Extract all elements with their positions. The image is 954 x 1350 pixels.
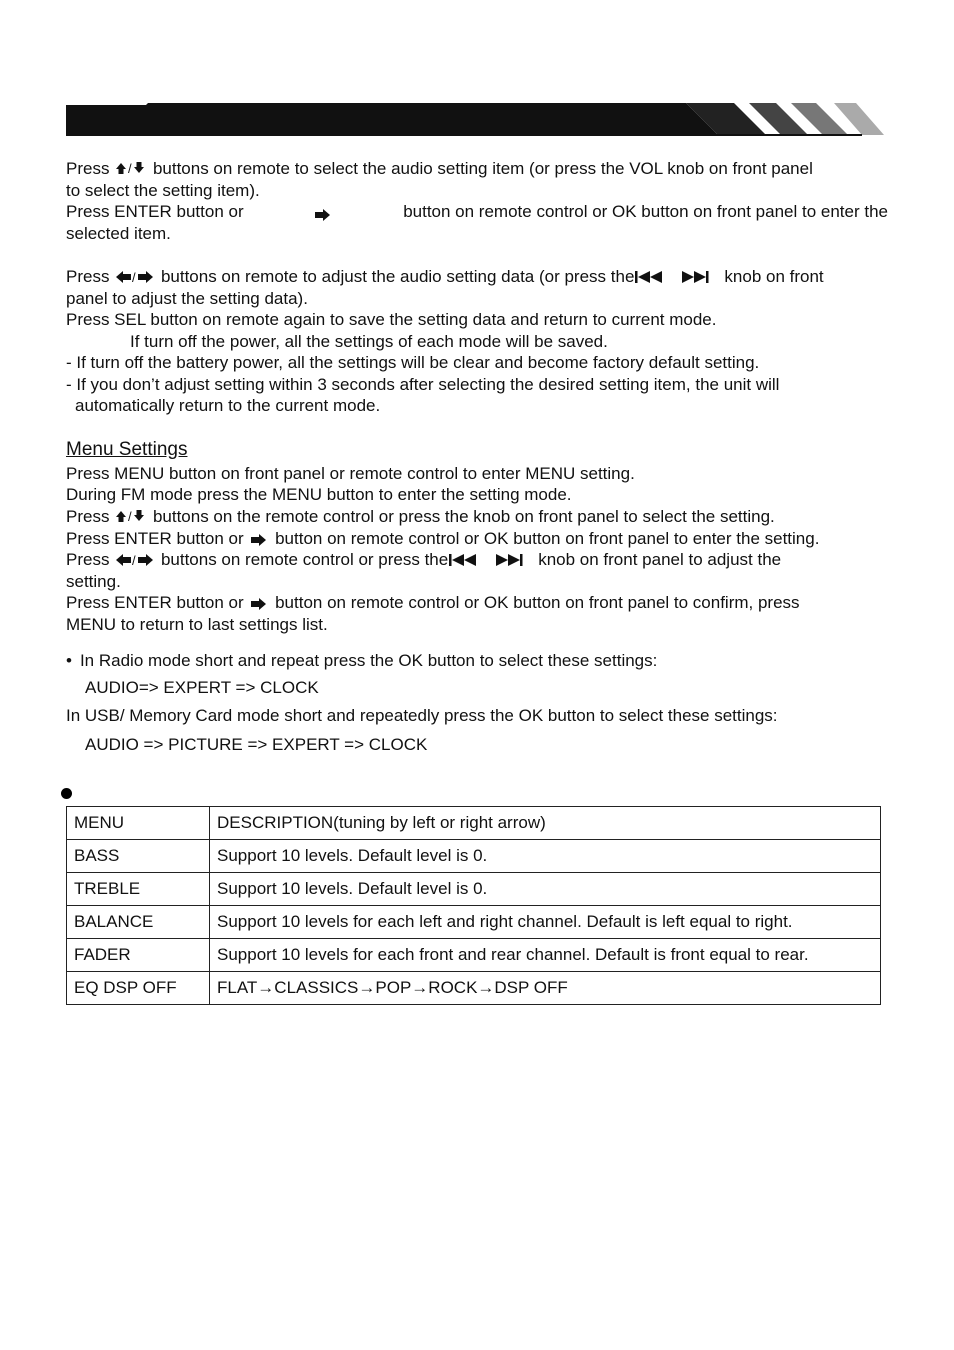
intro-line-1 (66, 158, 888, 182)
menu-line-5 (66, 549, 888, 573)
menu-cell: EQ DSP OFF (67, 972, 210, 1005)
menu-line-1: Press MENU button on front panel or remote control to enter MENU setting. (66, 464, 635, 483)
right-arrow-icon (248, 594, 270, 616)
radio-sequence: AUDIO=> EXPERT => CLOCK (85, 678, 319, 697)
usb-sequence: AUDIO => PICTURE => EXPERT => CLOCK (85, 735, 428, 754)
menu-settings-heading: Menu Settings (66, 439, 188, 460)
radio-mode-line (66, 650, 888, 672)
menu-line-3-press: Press (66, 507, 110, 526)
intro-line-3-a: Press ENTER button or (66, 202, 244, 221)
skip-back-forward-icon (634, 268, 724, 290)
table-row (67, 972, 881, 1005)
table-row (67, 840, 881, 873)
intro-line-9: - If turn off the battery power, all the settings will be clear and become factory default setting. (66, 353, 760, 372)
menu-line-8: MENU to return to last settings list. (66, 615, 328, 634)
menu-line-3 (66, 506, 888, 530)
table-row (67, 906, 881, 939)
intro-line-6: panel to adjust the setting data). (66, 289, 308, 308)
section-header-bar (66, 101, 886, 137)
menu-line-6: setting. (66, 572, 121, 591)
intro-line-7: Press SEL button on remote again to save the setting data and return to current mode. (66, 310, 717, 329)
intro-line-4: selected item. (66, 224, 171, 243)
menu-line-7-a: Press ENTER button or (66, 593, 244, 612)
menu-line-4 (66, 528, 888, 552)
menu-line-7 (66, 592, 888, 616)
svg-text:/: / (132, 553, 136, 567)
table-row (67, 807, 881, 840)
svg-text:/: / (128, 509, 132, 524)
menu-cell: FADER (67, 939, 210, 972)
radio-bullet: • (66, 651, 72, 670)
svg-text:/: / (132, 270, 136, 284)
usb-mode-line: In USB/ Memory Card mode short and repeatedly press the OK button to select these settings: (66, 706, 778, 725)
svg-text:/: / (128, 161, 132, 176)
menu-line-3-rest: buttons on the remote control or press the knob on front panel to select the setting. (152, 507, 775, 526)
intro-line-1-rest: buttons on remote to select the audio setting item (or press the VOL knob on front panel (152, 159, 813, 178)
menu-line-2: During FM mode press the MENU button to enter the setting mode. (66, 485, 572, 504)
description-cell: FLAT→CLASSICS→POP→ROCK→DSP OFF (210, 972, 881, 1005)
up-down-arrow-icon (114, 508, 148, 530)
menu-cell: TREBLE (67, 873, 210, 906)
intro-line-11: automatically return to the current mode. (75, 396, 381, 415)
left-right-arrow-icon (114, 268, 156, 290)
radio-mode-text: In Radio mode short and repeat press the OK button to select these settings: (79, 651, 658, 670)
intro-line-8: If turn off the power, all the settings of each mode will be saved. (130, 332, 608, 351)
menu-line-4-a: Press ENTER button or (66, 529, 244, 548)
menu-cell: BALANCE (67, 906, 210, 939)
menu-line-5-mid: buttons on remote control or press the (160, 550, 449, 569)
menu-line-7-b: button on remote control or OK button on front panel to confirm, press (275, 593, 800, 612)
description-cell: Support 10 levels for each front and rear channel. Default is front equal to rear. (210, 939, 881, 972)
description-cell: DESCRIPTION(tuning by left or right arrow) (210, 807, 881, 840)
intro-line-5-end: knob on front (724, 267, 824, 286)
intro-line-5-press: Press (66, 267, 110, 286)
description-cell: Support 10 levels. Default level is 0. (210, 873, 881, 906)
intro-line-5 (66, 266, 888, 290)
table-bullet-dot (61, 788, 72, 799)
left-right-arrow-icon (114, 551, 156, 573)
intro-line-1-press: Press (66, 159, 110, 178)
audio-settings-table (66, 806, 881, 1005)
intro-line-3-b: button on remote control or OK button on front panel to enter the (403, 202, 888, 221)
intro-line-2: to select the setting item). (66, 181, 260, 200)
menu-cell: MENU (67, 807, 210, 840)
description-cell: Support 10 levels for each left and right channel. Default is left equal to right. (210, 906, 881, 939)
table-row (67, 939, 881, 972)
description-cell: Support 10 levels. Default level is 0. (210, 840, 881, 873)
skip-back-forward-icon (448, 551, 538, 573)
menu-cell: BASS (67, 840, 210, 873)
table-row (67, 873, 881, 906)
menu-line-5-end: knob on front panel to adjust the (538, 550, 782, 569)
intro-line-10: - If you don’t adjust setting within 3 seconds after selecting the desired setting item, the unit will (66, 375, 780, 394)
intro-line-5-mid: buttons on remote to adjust the audio setting data (or press the (160, 267, 635, 286)
up-down-arrow-icon (114, 160, 148, 182)
menu-line-5-press: Press (66, 550, 110, 569)
menu-line-4-b: button on remote control or OK button on front panel to enter the setting. (275, 529, 820, 548)
